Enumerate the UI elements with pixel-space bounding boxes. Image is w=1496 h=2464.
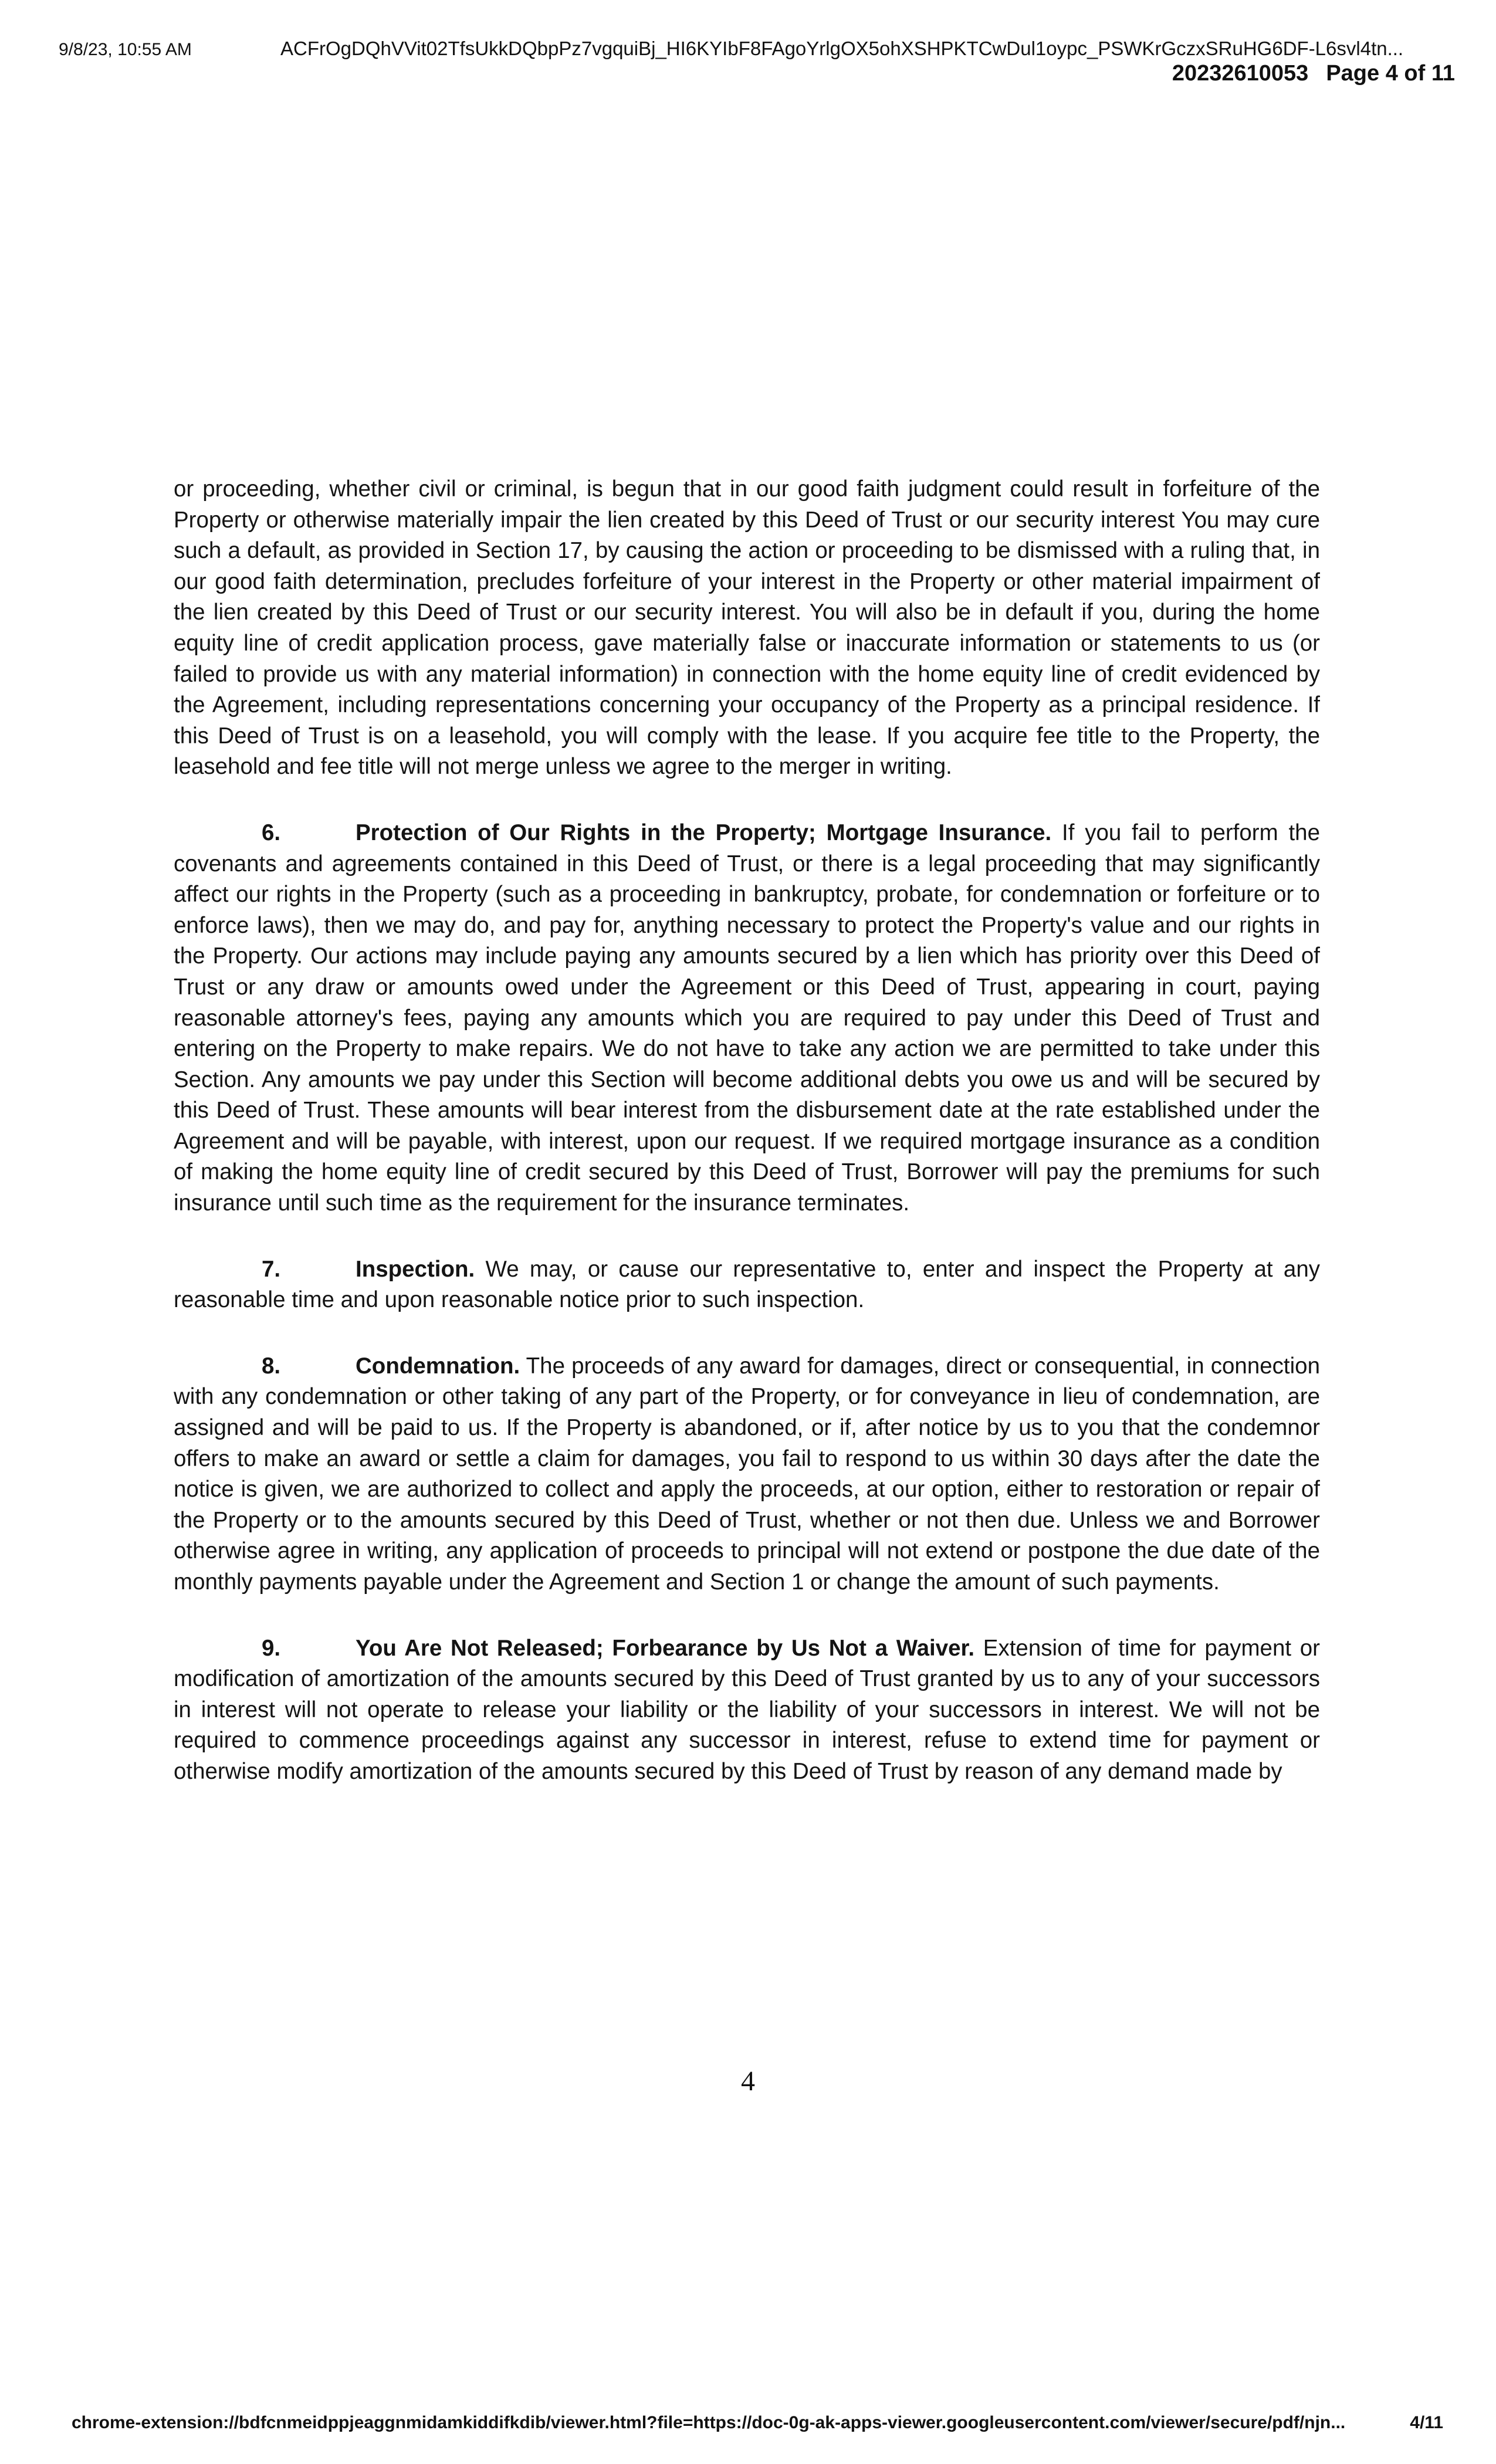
section-text: We may, or cause our representative to, enter and inspect the Property at any reasonable time and upon reasonable notice prior to such inspection. (174, 1256, 1320, 1313)
section-6 (174, 818, 1320, 1219)
section-number: 9. (262, 1635, 281, 1661)
section-number: 7. (262, 1256, 281, 1282)
print-datetime: 9/8/23, 10:55 AM (59, 40, 192, 59)
section-7 (174, 1254, 1320, 1316)
section-9 (174, 1633, 1320, 1788)
section-title: Protection of Our Rights in the Property; Mortgage Insurance. (356, 820, 1052, 845)
document-number: 20232610053 (1172, 61, 1309, 86)
document-body (174, 474, 1320, 1788)
section-8 (174, 1351, 1320, 1598)
section-text: The proceeds of any award for damages, direct or consequential, in connection with any condemnation or other taking of any part of the Property, or for conveyance in lieu of condemnation, are assigned and will be paid to us. If the Property is abandoned, or if, after notice by us to you that the condemnor offers to make an award or settle a claim for damages, you fail to respond to us within 30 days after the date the notice is given, we are authorized to collect and apply the proceeds, at our option, either to restoration or repair of the Property or to the amounts secured by this Deed of Trust, whether or not then due. Unless we and Borrower otherwise agree in writing, any application of proceeds to principal will not extend or postpone the due date of the monthly payments payable under the Agreement and Section 1 or change the amount of such payments. (174, 1353, 1320, 1595)
section-title: Inspection. (356, 1256, 475, 1282)
section-number: 6. (262, 820, 281, 845)
section-title: You Are Not Released; Forbearance by Us Not a Waiver. (356, 1635, 975, 1661)
continuation-paragraph: or proceeding, whether civil or criminal, is begun that in our good faith judgment could result in forfeiture of the Property or otherwise materially impair the lien created by this Deed of Trust or our security interest You may cure such a default, as provided in Section 17, by causing the action or proceeding to be dismissed with a ruling that, in our good faith determination, precludes forfeiture of your interest in the Property or other material impairment of the lien created by this Deed of Trust or our security interest. You will also be in default if you, during the home equity line of credit application process, gave materially false or inaccurate information or statements to us (or failed to provide us with any material information) in connection with the home equity line of credit evidenced by the Agreement, including representations concerning your occupancy of the Property as a principal residence. If this Deed of Trust is on a leasehold, you will comply with the lease. If you acquire fee title to the Property, the leasehold and fee title will not merge unless we agree to the merger in writing. (174, 476, 1320, 780)
section-number: 8. (262, 1353, 281, 1379)
print-page-counter: 4/11 (1410, 2413, 1443, 2432)
document-stamp (1172, 61, 1455, 86)
section-title: Condemnation. (356, 1353, 520, 1379)
print-url-header: ACFrOgDQhVVit02TfsUkkDQbpPz7vgquiBj_HI6KYIbF8FAgoYrlgOX5ohXSHPKTCwDul1oypc_PSWKrGczxSRuHG6DF-L6svl4tn... (280, 38, 1404, 59)
section-text: Extension of time for payment or modification of amortization of the amounts secured by this Deed of Trust granted by us to any of your successors in interest will not operate to release your liability or the liability of your successors in interest. We will not be required to commence proceedings against any successor in interest, refuse to extend time for payment or otherwise modify amortization of the amounts secured by this Deed of Trust by reason of any demand made by (174, 1635, 1320, 1784)
page-label: Page 4 of 11 (1326, 61, 1455, 86)
page-number: 4 (741, 2066, 755, 2097)
section-text: If you fail to perform the covenants and agreements contained in this Deed of Trust, or there is a legal proceeding that may significantly affect our rights in the Property (such as a proceeding in bankruptcy, probate, for condemnation or forfeiture or to enforce laws), then we may do, and pay for, anything necessary to protect the Property's value and our rights in the Property. Our actions may include paying any amounts secured by a lien which has priority over this Deed of Trust or any draw or amounts owed under the Agreement or this Deed of Trust, appearing in court, paying reasonable attorney's fees, paying any amounts which you are required to pay under this Deed of Trust and entering on the Property to make repairs. We do not have to take any action we are permitted to take under this Section. Any amounts we pay under this Section will become additional debts you owe us and will be secured by this Deed of Trust. These amounts will bear interest from the disbursement date at the rate established under the Agreement and will be payable, with interest, upon our request. If we required mortgage insurance as a condition of making the home equity line of credit secured by this Deed of Trust, Borrower will pay the premiums for such insurance until such time as the requirement for the insurance terminates. (174, 820, 1320, 1216)
print-url-footer: chrome-extension://bdfcnmeidppjeaggnmidamkiddifkdib/viewer.html?file=https://doc-0g-ak-apps-viewer.googleusercontent.com/viewer/secure/pdf/njn... (72, 2413, 1346, 2432)
